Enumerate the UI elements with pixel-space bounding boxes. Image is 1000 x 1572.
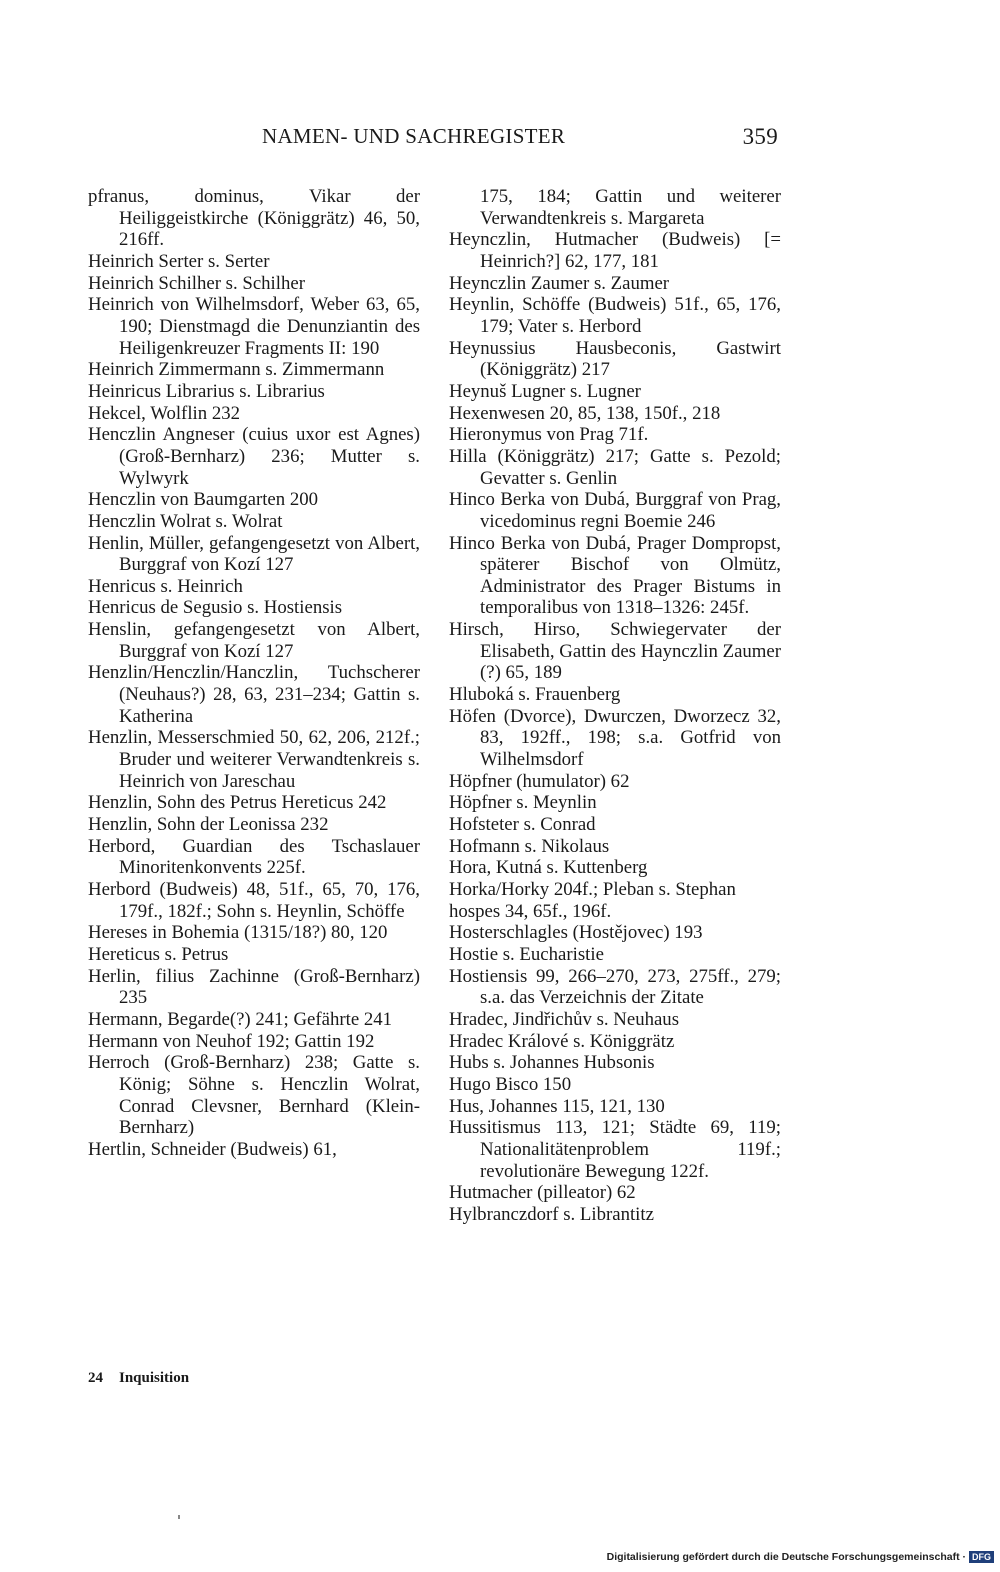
index-entry: Herbord, Guardian des Tschaslauer Minoritenkonvents 225f. xyxy=(88,835,420,879)
index-entry: Hluboká s. Frauenberg xyxy=(449,684,621,706)
signature-line xyxy=(88,1370,189,1387)
index-entry: Henzlin, Sohn des Petrus Hereticus 242 xyxy=(88,792,387,814)
index-entry: Henzlin/Henczlin/Hanczlin, Tuchscherer (Neuhaus?) 28, 63, 231–234; Gattin s. Katherina xyxy=(88,662,420,727)
index-entry: Heinrich Serter s. Serter xyxy=(88,250,270,272)
index-entry: Horka/Horky 204f.; Pleban s. Stephan xyxy=(449,879,736,900)
index-entry: Hexenwesen 20, 85, 138, 150f., 218 xyxy=(449,402,721,424)
scan-speck xyxy=(178,1515,180,1519)
index-entry: Hermann, Begarde(?) 241; Gefährte 241 xyxy=(88,1008,393,1030)
index-entry: Heynussius Hausbeconis, Gastwirt (Königgrätz) 217 xyxy=(449,337,781,381)
index-entry: Henricus de Segusio s. Hostiensis xyxy=(88,597,343,619)
index-entry: Hosterschlagles (Hostějovec) 193 xyxy=(449,922,703,944)
index-entry: Henricus s. Heinrich xyxy=(88,575,243,597)
index-entry: Hradec, Jindřichův s. Neuhaus xyxy=(449,1008,680,1030)
index-entry: Hussitismus 113, 121; Städte 69, 119; Nationalitätenproblem 119f.; revolutionäre Bewegung 122f. xyxy=(449,1117,781,1182)
page-number: 359 xyxy=(742,124,778,149)
index-entry: Heinrich Zimmermann s. Zimmermann xyxy=(88,359,385,381)
index-entry: Heinricus Librarius s. Librarius xyxy=(88,380,325,402)
index-entry: Heynuš Lugner s. Lugner xyxy=(449,380,641,402)
page-title: NAMEN- UND SACHREGISTER xyxy=(262,124,566,148)
signature-label: Inquisition xyxy=(119,1370,190,1386)
index-entry: Herroch (Groß-Bernharz) 238; Gatte s. König; Söhne s. Henczlin Wolrat, Conrad Clevsner, Bernhard (Klein-Bernharz) xyxy=(88,1052,420,1139)
index-entry: Henczlin Angneser (cuius uxor est Agnes) (Groß-Bernharz) 236; Mutter s. Wylwyrk xyxy=(88,424,420,489)
index-entry: Hostiensis 99, 266–270, 273, 275ff., 279; s.a. das Verzeichnis der Zitate xyxy=(449,965,781,1009)
index-entry: Hradec Králové s. Königgrätz xyxy=(449,1030,675,1052)
index-entry: Hofsteter s. Conrad xyxy=(449,814,596,836)
index-entry: Heinrich Schilher s. Schilher xyxy=(88,272,305,294)
index-entry: Hirsch, Hirso, Schwiegervater der Elisabeth, Gattin des Haynczlin Zaumer (?) 65, 189 xyxy=(449,619,781,684)
index-entry: Höpfner s. Meynlin xyxy=(449,792,597,814)
index-entry: Hinco Berka von Dubá, Burggraf von Prag, vicedominus regni Boemie 246 xyxy=(449,489,781,532)
index-entry: Hilla (Königgrätz) 217; Gatte s. Pezold; Gevatter s. Genlin xyxy=(449,445,781,489)
index-entry: Hieronymus von Prag 71f. xyxy=(449,424,649,446)
index-entry: hospes 34, 65f., 196f. xyxy=(449,900,612,922)
index-entry: Höpfner (humulator) 62 xyxy=(449,770,630,792)
index-entry: Hus, Johannes 115, 121, 130 xyxy=(449,1095,665,1117)
index-entry: Henlin, Müller, gefangengesetzt von Albert, Burggraf von Kozí 127 xyxy=(88,532,420,576)
index-entry: Heinrich von Wilhelmsdorf, Weber 63, 65, 190; Dienstmagd die Denunziantin des Heiligenkreuzer Fragments II: 190 xyxy=(88,294,420,359)
index-entry: Herlin, filius Zachinne (Groß-Bernharz) 235 xyxy=(88,965,420,1009)
index-entry: Heynczlin, Hutmacher (Budweis) [= Heinrich?] 62, 177, 181 xyxy=(449,229,781,272)
index-entry: Henzlin, Sohn der Leonissa 232 xyxy=(88,814,329,836)
index-entry: Hofmann s. Nikolaus xyxy=(449,835,610,857)
digitization-credit xyxy=(607,1551,994,1563)
index-entry: Henczlin von Baumgarten 200 xyxy=(88,489,319,511)
index-entry: Hermann von Neuhof 192; Gattin 192 xyxy=(88,1030,375,1052)
dfg-logo-icon: DFG xyxy=(969,1551,994,1563)
index-entry: Herbord (Budweis) 48, 51f., 65, 70, 176, 179f., 182f.; Sohn s. Heynlin, Schöffe xyxy=(88,879,420,922)
index-entry: Hinco Berka von Dubá, Prager Dompropst, späterer Bischof von Olmütz, Administrator des Prager Bistums in temporalibus von 1318–1326: 245f. xyxy=(449,532,781,619)
index-entry: Hubs s. Johannes Hubsonis xyxy=(449,1052,655,1074)
index-entry: Henczlin Wolrat s. Wolrat xyxy=(88,510,283,532)
index-entry: Heynlin, Schöffe (Budweis) 51f., 65, 176, 179; Vater s. Herbord xyxy=(449,294,781,337)
index-entry: Henzlin, Messerschmied 50, 62, 206, 212f.; Bruder und weiterer Verwandtenkreis s. Heinrich von Jareschau xyxy=(88,727,420,792)
index-entry: Hereticus s. Petrus xyxy=(88,943,229,965)
signature-number: 24 xyxy=(88,1370,103,1386)
index-entry: Hertlin, Schneider (Budweis) 61, xyxy=(88,1138,337,1160)
index-entry: pfranus, dominus, Vikar der Heiliggeistkirche (Königgrätz) 46, 50, 216ff. xyxy=(88,186,420,251)
index-entry: Hutmacher (pilleator) 62 xyxy=(449,1182,636,1204)
index-entry: Hugo Bisco 150 xyxy=(449,1073,572,1095)
index-entry: Hostie s. Eucharistie xyxy=(449,943,604,965)
index-entry-continued: 175, 184; Gattin und weiterer Verwandtenkreis s. Margareta xyxy=(480,186,781,229)
index-column-left xyxy=(88,186,420,1161)
credit-text: Digitalisierung gefördert durch die Deutsche Forschungsgemeinschaft · xyxy=(606,1551,966,1563)
index-entry: Hora, Kutná s. Kuttenberg xyxy=(449,857,648,879)
index-entry: Höfen (Dvorce), Dwurczen, Dworzecz 32, 83, 192ff., 198; s.a. Gotfrid von Wilhelmsdorf xyxy=(449,705,781,771)
index-entry: Hylbranczdorf s. Librantitz xyxy=(449,1203,654,1225)
index-column-right xyxy=(449,186,781,1226)
index-entry: Hereses in Bohemia (1315/18?) 80, 120 xyxy=(88,922,388,944)
index-entry: Hekcel, Wolflin 232 xyxy=(88,402,241,424)
index-entry: Henslin, gefangengesetzt von Albert, Burggraf von Kozí 127 xyxy=(88,619,420,662)
index-entry: Heynczlin Zaumer s. Zaumer xyxy=(449,272,670,294)
